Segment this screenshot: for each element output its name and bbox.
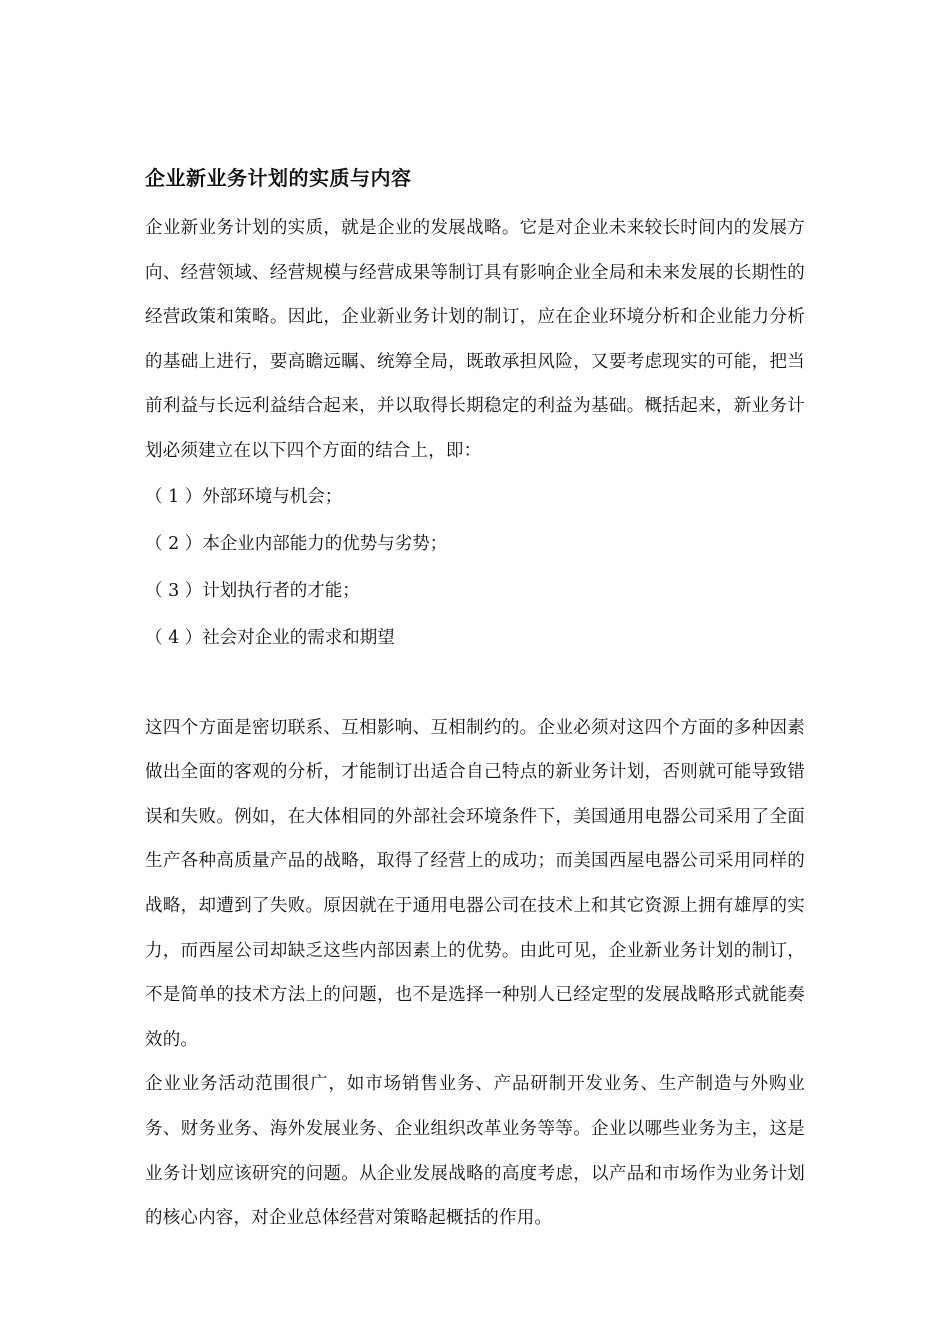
- list-item: （ 1 ）外部环境与机会；: [145, 486, 343, 507]
- list-item: （ 4 ）社会对企业的需求和期望: [145, 627, 395, 648]
- document-page: [145, 162, 805, 1241]
- paragraph-analysis: 这四个方面是密切联系、互相影响、互相制约的。企业必须对这四个方面的多种因素做出全面的客观的分析，才能制订出适合自己特点的新业务计划，否则就可能导致错误和失败。例如，在大体相同的外部社会环境条件下，美国通用电器公司采用了全面生产各种高质量产品的战略，取得了经营上的成功；而美国西屋电器公司采用同样的战略，却遭到了失败。原因就在于通用电器公司在技术上和其它资源上拥有雄厚的实力，而西屋公司却缺乏这些内部因素上的优势。由此可见，企业新业务计划的制订，不是简单的技术方法上的问题，也不是选择一种别人已经定型的发展战略形式就能奏效的。: [145, 717, 805, 1050]
- paragraph-gap: [145, 662, 805, 706]
- document-title: 企业新业务计划的实质与内容: [145, 166, 412, 190]
- list-item: （ 2 ）本企业内部能力的优势与劣势；: [145, 533, 448, 554]
- paragraph-business-scope: 企业业务活动范围很广，如市场销售业务、产品研制开发业务、生产制造与外购业务、财务业务、海外发展业务、企业组织改革业务等等。企业以哪些业务为主，这是业务计划应该研究的问题。从企业发展战略的高度考虑，以产品和市场作为业务计划的核心内容，对企业总体经营对策略起概括的作用。: [145, 1074, 805, 1229]
- paragraph-essence: 企业新业务计划的实质，就是企业的发展战略。它是对企业未来较长时间内的发展方向、经营领域、经营规模与经营成果等制订具有影响企业全局和未来发展的长期性的经营政策和策略。因此，企业新业务计划的制订，应在企业环境分析和企业能力分析的基础上进行，要高瞻远瞩、统筹全局，既敢承担风险，又要考虑现实的可能，把当前利益与长远利益结合起来，并以取得长期稳定的利益为基础。概括起来，新业务计划必须建立在以下四个方面的结合上，即：: [145, 218, 805, 461]
- list-item: （ 3 ）计划执行者的才能；: [145, 580, 360, 601]
- combination-factors-list: [145, 474, 805, 662]
